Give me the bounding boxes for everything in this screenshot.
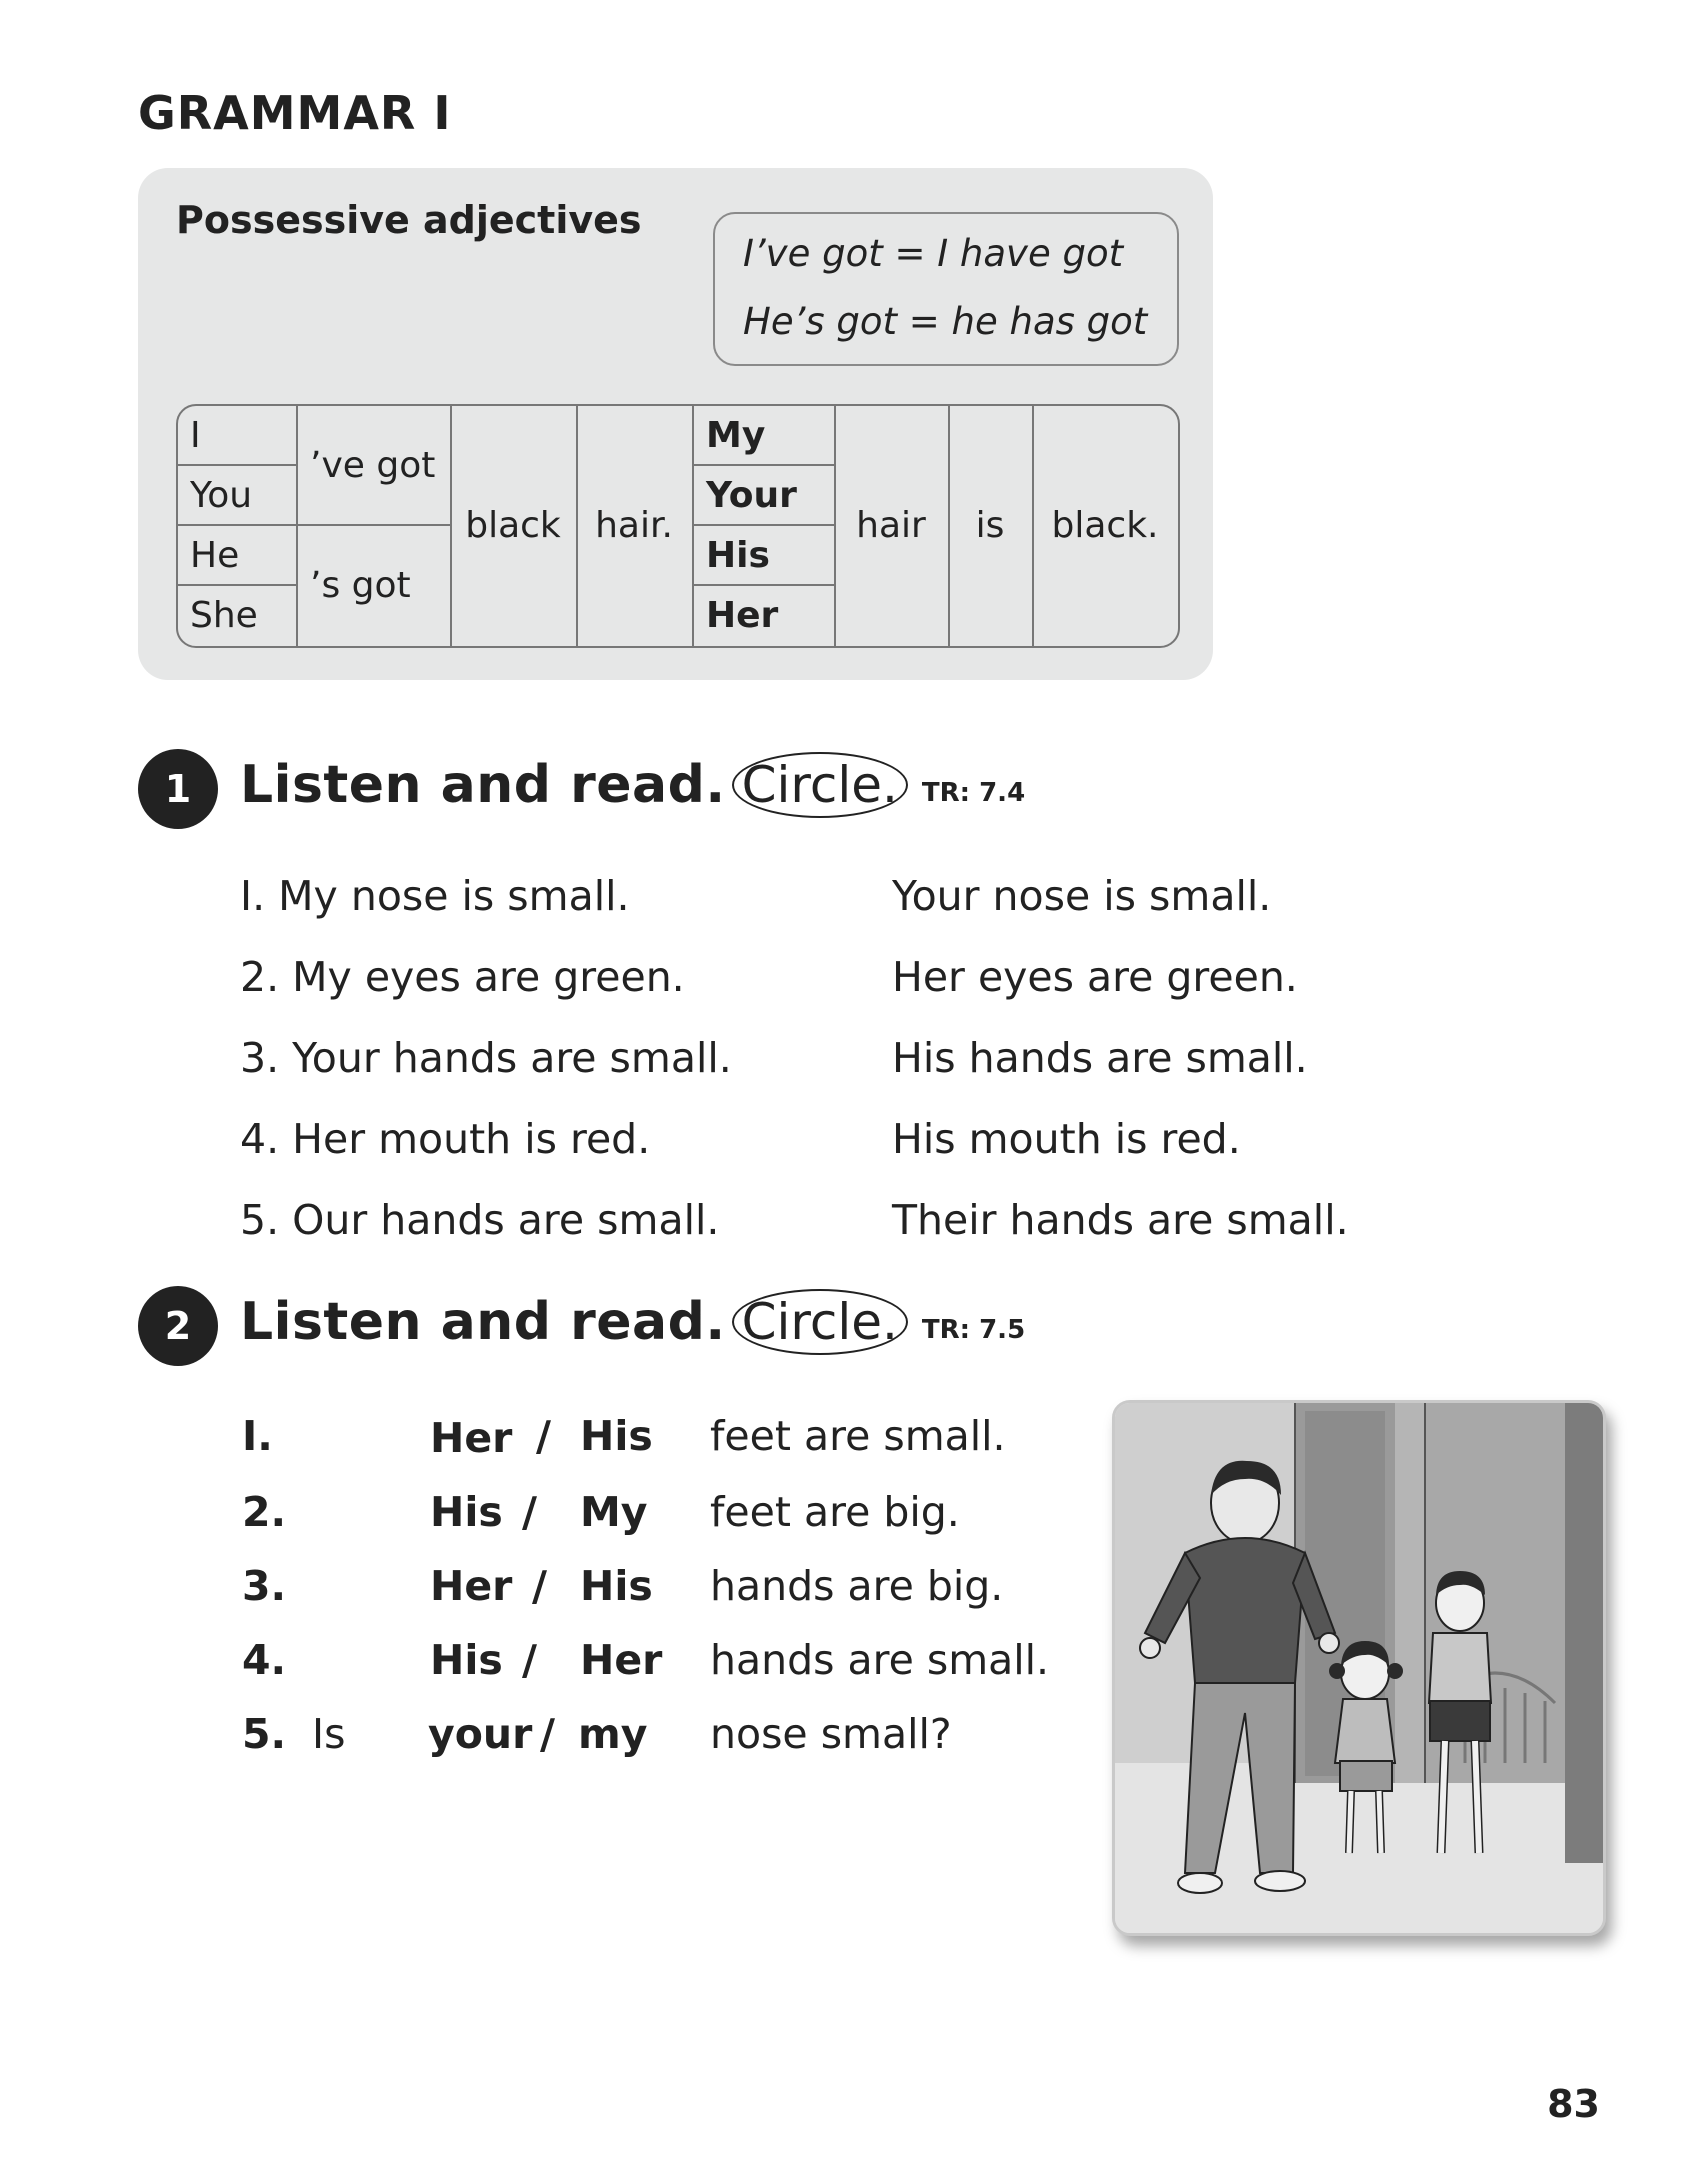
ex2-slash: / [532, 1562, 547, 1610]
ex2-option-1[interactable]: His [430, 1488, 503, 1536]
possessive-cell: Her [706, 594, 779, 636]
noun-cell: hair. [595, 504, 673, 546]
ex1-right-item[interactable]: His hands are small. [892, 1034, 1308, 1082]
family-illustration [1112, 1400, 1606, 1936]
grammar-box-title: Possessive adjectives [176, 198, 642, 242]
note-line: He’s got = he has got [743, 300, 1148, 343]
ex2-item-number: 2. [242, 1488, 287, 1536]
possessive-cell: His [706, 534, 770, 576]
verb-cell: ’ve got [310, 444, 436, 486]
ex2-rest: hands are big. [710, 1562, 1004, 1610]
possessive-cell: My [706, 414, 766, 456]
ex1-left-item[interactable]: 5. Our hands are small. [240, 1196, 720, 1244]
ex2-option-2[interactable]: my [578, 1710, 648, 1758]
subject-cell: She [190, 594, 258, 636]
ex2-option-2[interactable]: My [580, 1488, 648, 1536]
contraction-note [713, 212, 1179, 366]
exercise-2-heading [240, 1289, 1025, 1355]
ex2-item-number: I. [242, 1412, 273, 1460]
exercise-1-heading [240, 752, 1025, 818]
exercise-title: Listen and read. [240, 755, 726, 815]
ex2-rest: feet are big. [710, 1488, 960, 1536]
ex2-option-1[interactable]: Her [430, 1562, 513, 1610]
ex2-option-2[interactable]: Her [580, 1636, 663, 1684]
subject-cell: You [190, 474, 253, 516]
page-number: 83 [1547, 2082, 1600, 2126]
ex2-option-1[interactable]: Her [430, 1414, 513, 1462]
note-line: I’ve got = I have got [743, 232, 1124, 275]
ex1-right-item[interactable]: Their hands are small. [892, 1196, 1349, 1244]
ex2-item-number: 3. [242, 1562, 287, 1610]
possessive-cell: Your [706, 474, 797, 516]
track-label: TR: 7.4 [921, 778, 1026, 808]
ex1-right-item[interactable]: Your nose is small. [892, 872, 1272, 920]
track-label: TR: 7.5 [921, 1315, 1026, 1345]
adjective-cell: black [465, 504, 561, 546]
noun2-cell: hair [856, 504, 926, 546]
ex2-item-number: 5. [242, 1710, 287, 1758]
grammar-table [176, 404, 1180, 648]
subject-cell: I [190, 414, 201, 456]
exercise-number: 1 [138, 749, 218, 829]
ex2-option-1[interactable]: His [430, 1636, 503, 1684]
ex1-right-item[interactable]: His mouth is red. [892, 1115, 1241, 1163]
exercise-number: 2 [138, 1286, 218, 1366]
ex2-slash: / [540, 1710, 555, 1758]
section-title: GRAMMAR I [138, 86, 452, 140]
ex1-left-item[interactable]: 2. My eyes are green. [240, 953, 685, 1001]
ex1-right-item[interactable]: Her eyes are green. [892, 953, 1298, 1001]
subject-cell: He [190, 534, 240, 576]
family-illustration-svg [1115, 1403, 1603, 1933]
ex2-rest: feet are small. [710, 1412, 1006, 1460]
adjective2-cell: black. [1051, 504, 1159, 546]
ex2-slash: / [522, 1488, 537, 1536]
ex2-rest: hands are small. [710, 1636, 1050, 1684]
grammar-box [138, 168, 1213, 680]
ex2-item-number: 4. [242, 1636, 287, 1684]
circle-word: Circle. [732, 1289, 908, 1355]
verb2-cell: is [975, 504, 1005, 546]
ex2-rest: nose small? [710, 1710, 952, 1758]
ex1-left-item[interactable]: 3. Your hands are small. [240, 1034, 732, 1082]
ex2-option-2[interactable]: His [580, 1412, 653, 1460]
ex2-option-2[interactable]: His [580, 1562, 653, 1610]
ex2-slash: / [536, 1412, 551, 1460]
ex1-left-item[interactable]: I. My nose is small. [240, 872, 630, 920]
ex2-prefix: Is [312, 1710, 346, 1758]
verb-cell: ’s got [310, 564, 411, 606]
ex2-option-1[interactable]: your [428, 1710, 533, 1758]
ex2-slash: / [522, 1636, 537, 1684]
circle-word: Circle. [732, 752, 908, 818]
ex1-left-item[interactable]: 4. Her mouth is red. [240, 1115, 651, 1163]
exercise-title: Listen and read. [240, 1292, 726, 1352]
